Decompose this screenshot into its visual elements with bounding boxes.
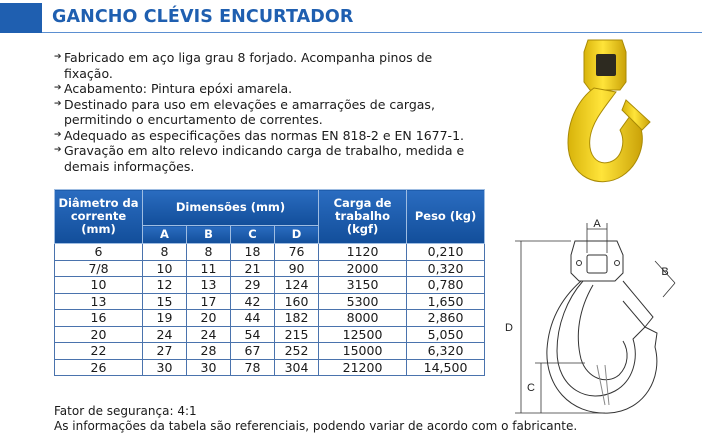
- page-header: [0, 0, 702, 36]
- cell-a: 19: [143, 310, 187, 327]
- cell-load: 8000: [319, 310, 407, 327]
- cell-load: 3150: [319, 277, 407, 294]
- cell-c: 42: [231, 293, 275, 310]
- cell-weight: 1,650: [407, 293, 485, 310]
- table-row: [55, 277, 485, 294]
- cell-diameter: 26: [55, 359, 143, 376]
- header-diameter: Diâmetro da corrente (mm): [55, 190, 143, 244]
- table-row: [55, 359, 485, 376]
- cell-diameter: 7/8: [55, 260, 143, 277]
- cell-d: 90: [275, 260, 319, 277]
- cell-load: 5300: [319, 293, 407, 310]
- cell-diameter: 16: [55, 310, 143, 327]
- cell-weight: 0,320: [407, 260, 485, 277]
- cell-c: 21: [231, 260, 275, 277]
- feature-item: ➔ Destinado para uso em elevações e amarrações de cargas, permitindo o encurtamento de correntes.: [54, 96, 435, 127]
- footnotes: [54, 404, 577, 433]
- cell-load: 2000: [319, 260, 407, 277]
- cell-d: 215: [275, 326, 319, 343]
- specs-table-body: [55, 244, 485, 376]
- bullet-arrow-icon: ➔: [54, 83, 62, 93]
- feature-item: ➔ Adequado as especificações das normas EN 818-2 e EN 1677-1.: [54, 127, 464, 143]
- header-dimensions: Dimensões (mm): [143, 190, 319, 226]
- cell-a: 10: [143, 260, 187, 277]
- dimension-label-d: D: [505, 322, 513, 334]
- cell-weight: 2,860: [407, 310, 485, 327]
- safety-factor-note: Fator de segurança: 4:1: [54, 404, 197, 418]
- cell-d: 252: [275, 343, 319, 360]
- bullet-arrow-icon: ➔: [54, 129, 62, 140]
- header-weight: Peso (kg): [407, 190, 485, 244]
- cell-c: 54: [231, 326, 275, 343]
- cell-d: 76: [275, 244, 319, 261]
- cell-b: 20: [187, 310, 231, 327]
- cell-diameter: 13: [55, 293, 143, 310]
- hook-dimension-diagram: [505, 215, 695, 425]
- cell-c: 44: [231, 310, 275, 327]
- cell-b: 11: [187, 260, 231, 277]
- table-row: [55, 310, 485, 327]
- table-row: [55, 343, 485, 360]
- header-dim-a: A: [143, 226, 187, 244]
- bullet-arrow-icon: ➔: [54, 145, 62, 155]
- hook-product-image: [560, 38, 660, 198]
- header-load: Carga de trabalho (kgf): [319, 190, 407, 244]
- cell-d: 124: [275, 277, 319, 294]
- cell-weight: 0,210: [407, 244, 485, 261]
- cell-b: 13: [187, 277, 231, 294]
- cell-b: 17: [187, 293, 231, 310]
- cell-load: 12500: [319, 326, 407, 343]
- table-row: [55, 244, 485, 261]
- cell-c: 18: [231, 244, 275, 261]
- cell-a: 24: [143, 326, 187, 343]
- table-row: [55, 293, 485, 310]
- header-rule: [42, 32, 702, 33]
- cell-a: 12: [143, 277, 187, 294]
- cell-b: 30: [187, 359, 231, 376]
- cell-b: 8: [187, 244, 231, 261]
- cell-load: 15000: [319, 343, 407, 360]
- cell-load: 1120: [319, 244, 407, 261]
- header-dim-b: B: [187, 226, 231, 244]
- cell-diameter: 6: [55, 244, 143, 261]
- cell-diameter: 10: [55, 277, 143, 294]
- cell-b: 24: [187, 326, 231, 343]
- cell-c: 67: [231, 343, 275, 360]
- cell-a: 27: [143, 343, 187, 360]
- disclaimer-note: As informações da tabela são referenciais, podendo variar de acordo com o fabricante.: [54, 418, 578, 433]
- cell-d: 160: [275, 293, 319, 310]
- dimension-label-c: C: [527, 382, 535, 394]
- table-row: [55, 326, 485, 343]
- page-title: GANCHO CLÉVIS ENCURTADOR: [52, 7, 354, 27]
- dimension-label-b: B: [661, 266, 669, 278]
- cell-load: 21200: [319, 359, 407, 376]
- cell-diameter: 20: [55, 326, 143, 343]
- header-dim-c: C: [231, 226, 275, 244]
- cell-b: 28: [187, 343, 231, 360]
- table-row: [55, 260, 485, 277]
- cell-a: 8: [143, 244, 187, 261]
- feature-list: [54, 50, 484, 174]
- feature-item: ➔ Acabamento: Pintura epóxi amarela.: [54, 81, 293, 96]
- cell-a: 15: [143, 293, 187, 310]
- feature-item: ➔ Gravação em alto relevo indicando carga de trabalho, medida e demais informações.: [54, 143, 465, 174]
- cell-weight: 0,780: [407, 277, 485, 294]
- cell-weight: 14,500: [407, 359, 485, 376]
- bullet-arrow-icon: ➔: [54, 98, 62, 109]
- specs-table: [54, 189, 485, 376]
- bullet-arrow-icon: ➔: [54, 52, 62, 62]
- cell-c: 78: [231, 359, 275, 376]
- header-accent-bar: [0, 3, 42, 33]
- header-dim-d: D: [275, 226, 319, 244]
- cell-d: 182: [275, 310, 319, 327]
- dimension-label-a: A: [593, 218, 601, 230]
- cell-weight: 6,320: [407, 343, 485, 360]
- cell-c: 29: [231, 277, 275, 294]
- cell-d: 304: [275, 359, 319, 376]
- cell-weight: 5,050: [407, 326, 485, 343]
- cell-diameter: 22: [55, 343, 143, 360]
- feature-item: ➔ Fabricado em aço liga grau 8 forjado. Acompanha pinos de fixação.: [54, 50, 433, 81]
- cell-a: 30: [143, 359, 187, 376]
